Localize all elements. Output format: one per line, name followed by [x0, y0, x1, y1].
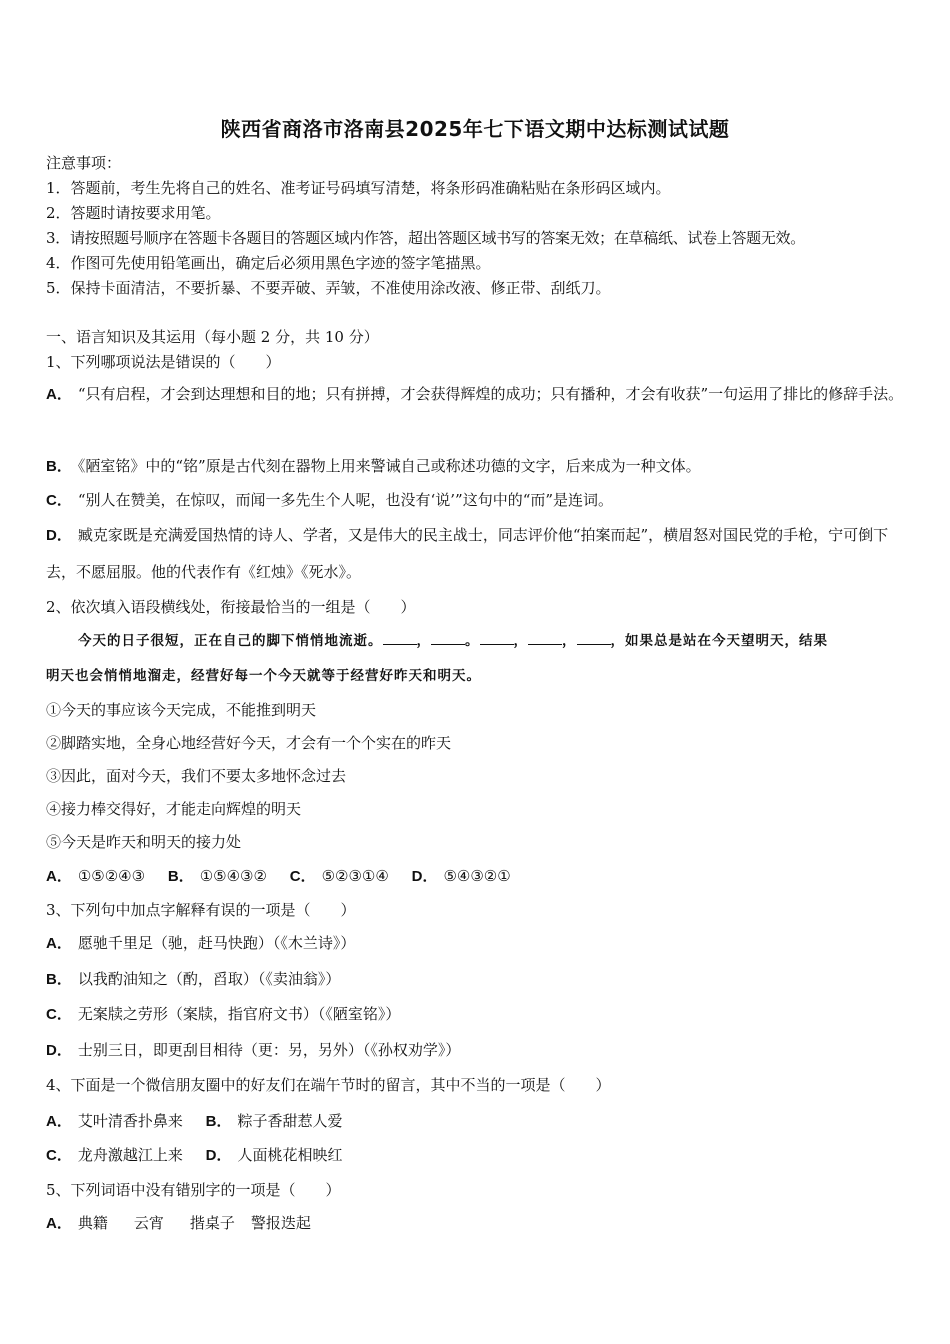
passage-line: 今天的日子很短，正在自己的脚下悄悄地流逝。 ， 。 ， ， ，如果总是站在今天望明天，结果 [78, 630, 920, 651]
list-item: ②脚踏实地，全身心地经营好今天，才会有一个个实在的昨天 [46, 734, 452, 752]
option-text: 愿驰千里足（驰，赶马快跑）（《木兰诗》） [77, 934, 356, 952]
option-text: 以我酌油知之（酌，舀取）（《卖油翁》） [77, 970, 341, 988]
option-label: D． [205, 1147, 232, 1164]
question-option [46, 1213, 910, 1234]
answer-blank [577, 630, 611, 645]
question-option [46, 517, 910, 591]
option-word: 典籍 [77, 1214, 108, 1232]
answer-blank [383, 630, 417, 645]
option-label: B． [46, 458, 72, 475]
option-text: ①⑤④③② [199, 867, 267, 885]
question-stem: 3、下列句中加点字解释有误的一项是（ ） [46, 901, 356, 919]
option-label: A． [46, 1215, 72, 1232]
option-label: C． [289, 868, 316, 885]
option-label: A． [46, 1113, 72, 1130]
option-label: D． [411, 868, 438, 885]
question-stem: 2、依次填入语段横线处，衔接最恰当的一组是（ ） [46, 598, 416, 616]
passage-text: 今天的日子很短，正在自己的脚下悄悄地流逝。 [78, 633, 383, 649]
question-stem: 5、下列词语中没有错别字的一项是（ ） [46, 1181, 341, 1199]
option-text: 臧克家既是充满爱国热情的诗人、学者，又是伟大的民主战士，同志评价他“拍案而起”，横眉怒对国民党的手枪，宁可倒下去，不愿屈服。他的代表作有《红烛》《死水》。 [46, 526, 889, 581]
option-label: A． [46, 868, 72, 885]
option-word: 揩桌子 [189, 1214, 235, 1232]
option-text: 人面桃花相映红 [237, 1146, 343, 1164]
notice-item: 1．答题前，考生先将自己的姓名、准考证号码填写清楚，将条形码准确粘贴在条形码区域内。 [46, 179, 671, 197]
question-stem: 4、下面是一个微信朋友圈中的好友们在端午节时的留言，其中不当的一项是（ ） [46, 1076, 611, 1094]
question-option [46, 969, 910, 990]
option-label: A． [46, 935, 72, 952]
notice-item: 5．保持卡面清洁，不要折暴、不要弄破、弄皱，不准使用涂改液、修正带、刮纸刀。 [46, 279, 611, 297]
option-text: “只有启程，才会到达理想和目的地；只有拼搏，才会获得辉煌的成功；只有播种，才会有收获”一句运用了排比的修辞手法。 [77, 385, 904, 403]
option-label: C． [46, 1147, 72, 1164]
option-text: “别人在赞美，在惊叹，而闻一多先生个人呢，也没有‘说’”这句中的“而”是连词。 [77, 491, 614, 509]
notice-item: 4．作图可先使用铅笔画出，确定后必须用黑色字迹的签字笔描黑。 [46, 254, 491, 272]
list-item: ③因此，面对今天，我们不要太多地怀念过去 [46, 767, 347, 785]
option-text: 《陋室铭》中的“铭”原是古代刻在器物上用来警诫自己或称述功德的文字，后来成为一种文体。 [77, 457, 701, 475]
option-label: B． [46, 971, 72, 988]
option-label: C． [46, 492, 72, 509]
passage-line: 明天也会悄悄地溜走，经营好每一个今天就等于经营好昨天和明天。 [46, 668, 481, 684]
page-title: 陕西省商洛市洛南县2025年七下语文期中达标测试试题 [220, 117, 730, 141]
option-label: C． [46, 1006, 72, 1023]
passage-text: ，如果总是站在今天望明天，结果 [610, 633, 828, 649]
question-option [46, 1004, 910, 1025]
option-word: 云宵 [133, 1214, 164, 1232]
option-text: 士别三日，即更刮目相待（更：另，另外）（《孙权劝学》） [77, 1041, 461, 1059]
option-text: 龙舟激越江上来 [77, 1146, 183, 1164]
answer-blank [480, 630, 514, 645]
option-word: 警报迭起 [250, 1214, 311, 1232]
option-label: B． [167, 868, 194, 885]
notice-item: 3．请按照题号顺序在答题卡各题目的答题区域内作答，超出答题区域书写的答案无效；在草稿纸、试卷上答题无效。 [46, 229, 805, 247]
list-item: ①今天的事应该今天完成，不能推到明天 [46, 701, 317, 719]
question-option [46, 456, 910, 477]
notice-item: 2．答题时请按要求用笔。 [46, 204, 221, 222]
option-text: 艾叶清香扑鼻来 [77, 1112, 183, 1130]
option-label: A． [46, 386, 72, 403]
option-text: 无案牍之劳形（案牍，指官府文书）（《陋室铭》） [77, 1005, 401, 1023]
option-text: ①⑤②④③ [77, 867, 146, 885]
option-text: ⑤④③②① [443, 867, 511, 885]
answer-options [46, 866, 910, 887]
question-option [46, 1040, 910, 1061]
answer-options [46, 1111, 910, 1132]
list-item: ④接力棒交得好，才能走向辉煌的明天 [46, 800, 302, 818]
option-label: D． [46, 1042, 72, 1059]
option-label: D． [46, 527, 72, 544]
answer-options [46, 1145, 910, 1166]
notice-heading: 注意事项： [46, 154, 122, 172]
answer-blank [431, 630, 465, 645]
option-text: ⑤②③①④ [321, 867, 389, 885]
question-stem: 1、下列哪项说法是错误的（ ） [46, 353, 281, 371]
list-item: ⑤今天是昨天和明天的接力处 [46, 833, 242, 851]
question-option [46, 376, 910, 413]
question-option [46, 933, 910, 954]
option-text: 粽子香甜惹人爱 [237, 1112, 343, 1130]
question-option [46, 490, 910, 511]
section-heading: 一、语言知识及其运用（每小题 2 分，共 10 分） [46, 328, 379, 346]
answer-blank [528, 630, 562, 645]
option-label: B． [205, 1113, 232, 1130]
